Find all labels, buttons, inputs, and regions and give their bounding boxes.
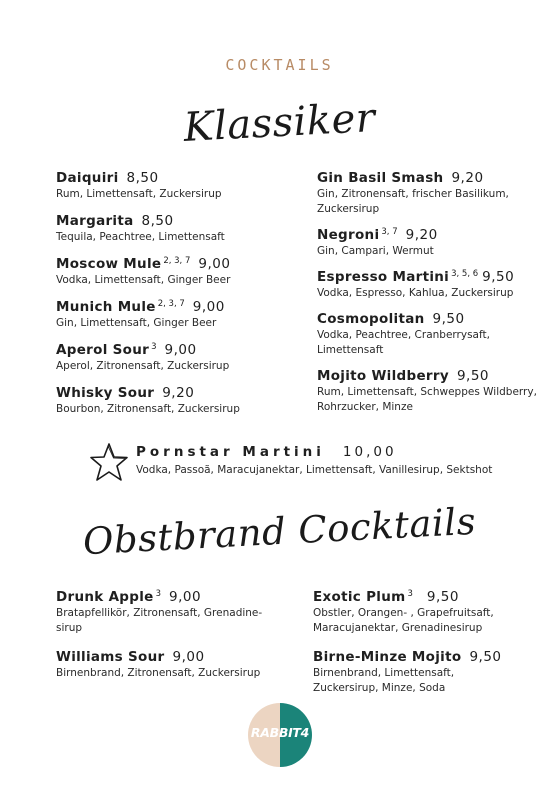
klassiker-right-column [317,169,547,424]
item-price: 9,00 [169,589,202,605]
menu-item [317,268,547,301]
item-name: Gin Basil Smash [317,170,444,186]
obstbrand-left-column [56,588,296,693]
item-price: 8,50 [126,170,159,186]
item-price: 9,00 [172,649,205,665]
item-price: 9,00 [198,256,231,272]
section-title-obstbrand: Obstbrand Cocktails [81,499,478,564]
menu-item [313,588,543,636]
item-description: Obstler, Orangen- , Grapefruitsaft, Maracujanektar, Grenadinesirup [313,607,494,634]
item-name: Pornstar Martini [136,444,325,460]
obstbrand-right-column [313,588,543,708]
allergen-superscript: 3, 5, 6 [451,268,479,279]
item-name: Margarita [56,213,134,229]
item-description: Rum, Limettensaft, Zuckersirup [56,188,222,200]
menu-item [56,212,296,245]
kicker-label: COCKTAILS [225,56,334,74]
section-title-klassiker: Klassiker [182,95,377,151]
item-price: 9,50 [469,649,502,665]
menu-item [317,226,547,259]
item-price: 8,50 [141,213,174,229]
item-price: 9,20 [162,385,195,401]
allergen-superscript: 3 [407,588,413,599]
menu-item [56,384,296,417]
item-name: Espresso Martini [317,269,450,285]
featured-menu-item [136,443,536,478]
menu-item [317,310,547,358]
item-description: Bratapfellikör, Zitronensaft, Grenadine-sirup [56,607,263,634]
menu-item [56,341,296,374]
menu-item [56,298,296,331]
allergen-superscript: 3, 7 [381,226,398,237]
item-description: Vodka, Peachtree, Cranberrysaft, Limettensaft [317,329,490,356]
logo-text: RABBIT4 [250,725,310,740]
item-price: 9,00 [164,342,197,358]
menu-item [56,588,296,636]
item-description: Birnenbrand, Zitronensaft, Zuckersirup [56,667,261,679]
item-price: 9,00 [192,299,225,315]
item-description: Gin, Zitronensaft, frischer Basilikum, Zuckersirup [317,188,509,215]
item-description: Aperol, Zitronensaft, Zuckersirup [56,360,230,372]
star-icon [88,441,130,483]
item-price: 10,00 [342,444,397,460]
rabbit4-logo [248,703,312,767]
item-name: Cosmopolitan [317,311,425,327]
item-name: Munich Mule [56,299,156,315]
item-price: 9,20 [451,170,484,186]
item-price: 9,50 [456,368,489,384]
item-description: Vodka, Limettensaft, Ginger Beer [56,274,231,286]
item-name: Daiquiri [56,170,119,186]
klassiker-left-column [56,169,296,427]
item-description: Tequila, Peachtree, Limettensaft [56,231,225,243]
item-description: Gin, Campari, Wermut [317,245,434,257]
menu-item [56,169,296,202]
item-description: Gin, Limettensaft, Ginger Beer [56,317,217,329]
item-description: Vodka, Espresso, Kahlua, Zuckersirup [317,287,514,299]
item-name: Aperol Sour [56,342,150,358]
menu-item [313,648,543,696]
allergen-superscript: 3 [151,341,157,352]
menu-item [56,255,296,288]
item-description: Rum, Limettensaft, Schweppes Wildberry, Rohrzucker, Minze [317,386,537,413]
menu-item [56,648,296,681]
item-price: 9,50 [482,269,515,285]
item-price: 9,20 [405,227,438,243]
item-name: Williams Sour [56,649,165,665]
menu-item [317,367,547,415]
item-name: Whisky Sour [56,385,155,401]
allergen-superscript: 2, 3, 7 [163,255,191,266]
item-name: Negroni [317,227,380,243]
item-name: Moscow Mule [56,256,162,272]
item-price: 9,50 [426,589,459,605]
item-name: Exotic Plum [313,589,406,605]
item-description: Birnenbrand, Limettensaft, Zuckersirup, Minze, Soda [313,667,455,694]
allergen-superscript: 2, 3, 7 [157,298,185,309]
item-description: Vodka, Passoã, Maracujanektar, Limettensaft, Vanillesirup, Sektshot [136,464,493,476]
menu-item [317,169,547,217]
item-name: Drunk Apple [56,589,154,605]
item-description: Bourbon, Zitronensaft, Zuckersirup [56,403,240,415]
item-name: Mojito Wildberry [317,368,449,384]
item-price: 9,50 [432,311,465,327]
item-name: Birne-Minze Mojito [313,649,462,665]
allergen-superscript: 3 [155,588,162,599]
